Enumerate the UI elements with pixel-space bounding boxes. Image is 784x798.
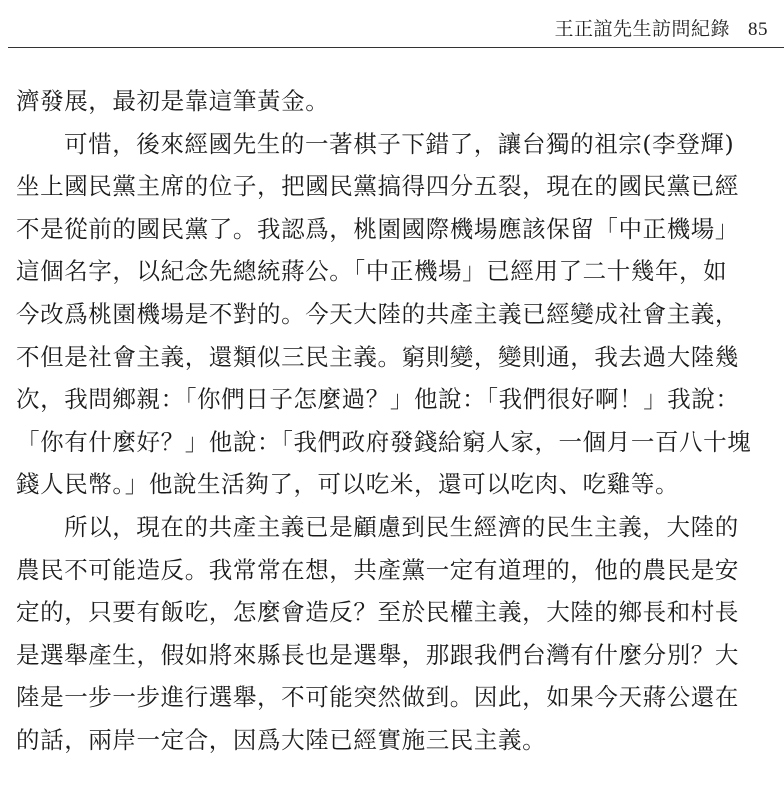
text-line: 陸是一步一步進行選舉，不可能突然做到。因此，如果今天蔣公還在 <box>16 683 739 712</box>
running-header <box>554 14 768 41</box>
text-line: 不但是社會主義，還類似三民主義。窮則變，變則通，我去過大陸幾 <box>16 342 739 371</box>
text-line: 「你有什麼好？」他說：「我們政府發錢給窮人家，一個月一百八十塊 <box>16 427 752 456</box>
text-line: 的話，兩岸一定合，因爲大陸已經實施三民主義。 <box>16 725 547 754</box>
text-line: 所以，現在的共產主義已是顧慮到民生經濟的民生主義，大陸的 <box>64 512 739 541</box>
text-line: 坐上國民黨主席的位子，把國民黨搞得四分五裂，現在的國民黨已經 <box>16 172 739 201</box>
running-title: 王正誼先生訪問紀錄 <box>554 18 730 40</box>
text-line: 今改爲桃園機場是不對的。今天大陸的共產主義已經變成社會主義， <box>16 299 739 328</box>
text-line: 是選舉產生，假如將來縣長也是選舉，那跟我們台灣有什麼分別？大 <box>16 640 739 669</box>
header-rule <box>8 47 784 48</box>
text-line: 不是從前的國民黨了。我認爲，桃園國際機場應該保留「中正機場」 <box>16 214 739 243</box>
text-line: 定的，只要有飯吃，怎麼會造反？至於民權主義，大陸的鄉長和村長 <box>16 598 739 627</box>
page-number: 85 <box>748 19 768 40</box>
text-line: 錢人民幣。」他說生活夠了，可以吃米，還可以吃肉、吃雞等。 <box>16 470 680 499</box>
body-text <box>16 80 772 762</box>
text-line: 次，我問鄉親：「你們日子怎麼過？」他說：「我們很好啊！」我說： <box>16 385 740 414</box>
text-line: 濟發展，最初是靠這筆黃金。 <box>16 87 330 115</box>
text-line: 這個名字，以紀念先總統蔣公。「中正機場」已經用了二十幾年，如 <box>16 257 728 286</box>
text-line: 農民不可能造反。我常常在想，共產黨一定有道理的，他的農民是安 <box>16 555 739 584</box>
text-line: 可惜，後來經國先生的一著棋子下錯了，讓台獨的祖宗(李登輝) <box>64 129 735 158</box>
